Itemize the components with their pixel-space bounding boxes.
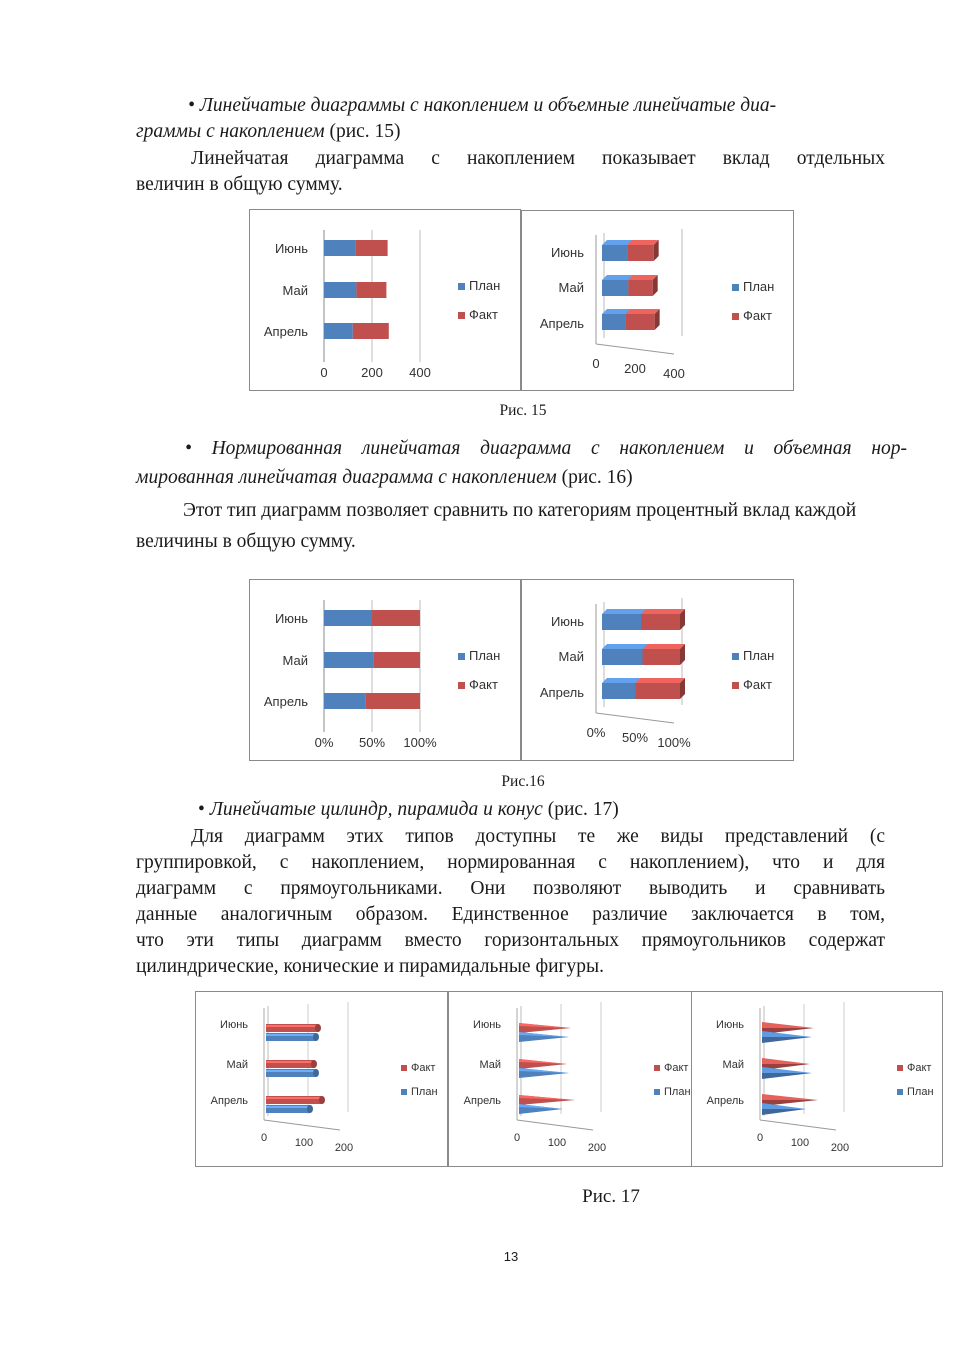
legend-label-plan: План: [743, 648, 775, 663]
chart-fig15-stacked-bar-3d: [521, 210, 794, 391]
bar-plan: [324, 610, 372, 626]
category-label: Май: [282, 653, 308, 668]
bar-fact: [355, 240, 387, 256]
bullet-fig15-line1: • Линейчатые диаграммы с накоплением и объемные линейчатые диа-: [188, 95, 777, 116]
bar-plan: [324, 652, 374, 668]
chart-fig16-normalized-bar-3d: [521, 579, 794, 761]
x-tick-label: 200: [830, 1142, 850, 1154]
bar-plan: [324, 693, 365, 709]
bar-fact: [356, 282, 386, 298]
legend-label-plan: План: [664, 1086, 691, 1098]
category-label: Май: [479, 1059, 501, 1071]
bar-plan-top: [602, 678, 641, 683]
bar-plan: [762, 1103, 806, 1109]
x-axis: [264, 1120, 340, 1130]
bar-plan: [602, 280, 628, 296]
bar-plan-cap: [313, 1033, 319, 1041]
bar-fact-cap: [319, 1096, 325, 1104]
category-label: Июнь: [550, 614, 584, 629]
bar-fact-highlight: [266, 1061, 314, 1063]
category-label: Июнь: [220, 1019, 248, 1031]
bar-plan-lower: [762, 1109, 806, 1115]
legend-label-plan: План: [411, 1086, 438, 1098]
category-label: Апрель: [706, 1095, 744, 1107]
page-number: 13: [503, 1249, 519, 1264]
bar-fact: [643, 649, 680, 665]
chart-fig16-normalized-bar: [249, 579, 521, 761]
legend-label-fact: Факт: [743, 308, 772, 323]
bar-fact: [627, 245, 653, 261]
bar-plan-highlight: [266, 1106, 310, 1108]
paragraph-fig15-line1: Линейчатая диаграмма с накоплением показывает вклад отдельных: [191, 148, 885, 169]
x-tick-label: 100%: [657, 735, 691, 750]
legend-label-plan: План: [743, 279, 775, 294]
x-tick-label: 200: [587, 1142, 607, 1154]
bar-fact-highlight: [266, 1025, 318, 1027]
category-label: Апрель: [539, 685, 584, 700]
bar-plan: [324, 282, 356, 298]
x-tick-label: 100: [547, 1137, 567, 1149]
x-axis: [517, 1120, 593, 1130]
x-tick-label: 0%: [314, 735, 334, 750]
legend-swatch-fact: [458, 682, 465, 689]
caption-fig15: Рис. 15: [499, 402, 547, 419]
x-tick-label: 0: [320, 365, 328, 380]
x-tick-label: 0: [592, 356, 600, 371]
bar-fact: [374, 652, 420, 668]
paragraph-fig17-line6: цилиндрические, конические и пирамидальные фигуры.: [136, 956, 604, 977]
category-label: Июнь: [473, 1019, 501, 1031]
legend-label-fact: Факт: [469, 307, 498, 322]
x-tick-label: 400: [663, 366, 685, 381]
legend-swatch-plan: [458, 653, 465, 660]
legend-label-plan: План: [469, 278, 501, 293]
bar-plan-top: [602, 240, 632, 245]
x-tick-label: 100: [294, 1137, 314, 1149]
bar-plan: [602, 683, 636, 699]
legend-swatch-plan: [458, 283, 465, 290]
legend-label-fact: Факт: [469, 677, 498, 692]
paragraph-fig17-line2: группировкой, с накоплением, нормированная с накоплением), что и для: [136, 852, 885, 873]
bar-fact-cap: [315, 1024, 321, 1032]
bar-plan-cap: [313, 1069, 319, 1077]
category-label: Апрель: [263, 694, 308, 709]
x-tick-label: 0: [513, 1132, 521, 1144]
chart-fig17-cone: [448, 991, 692, 1167]
category-label: Апрель: [210, 1095, 248, 1107]
bar-fact-top: [643, 644, 685, 649]
legend-label-plan: План: [907, 1086, 934, 1098]
x-tick-label: 50%: [621, 730, 649, 745]
legend-label-fact: Факт: [743, 677, 772, 692]
category-label: Апрель: [539, 316, 584, 331]
legend-swatch-plan: [654, 1089, 660, 1095]
bar-fact: [762, 1094, 818, 1100]
bar-fact: [628, 280, 652, 296]
x-tick-label: 200: [334, 1142, 354, 1154]
legend-swatch-plan: [897, 1089, 903, 1095]
category-label: Июнь: [716, 1019, 744, 1031]
bar-plan-highlight: [266, 1070, 316, 1072]
x-axis: [596, 713, 674, 723]
x-tick-label: 100%: [403, 735, 437, 750]
chart-fig17-cylinder: [195, 991, 448, 1167]
paragraph-fig17-line1: Для диаграмм этих типов доступны те же виды представлений (с: [191, 826, 885, 847]
bullet-fig17: • Линейчатые цилиндр, пирамида и конус (рис. 17): [198, 799, 619, 820]
bar-plan: [602, 649, 643, 665]
category-label: Апрель: [463, 1095, 501, 1107]
chart-fig17-pyramid: [691, 991, 943, 1167]
bar-fact-highlight: [266, 1097, 322, 1099]
category-label: Май: [282, 283, 308, 298]
x-tick-label: 200: [624, 361, 646, 376]
bullet-fig15-line2: граммы с накоплением (рис. 15): [136, 121, 401, 142]
bar-fact: [353, 323, 389, 339]
bar-plan: [602, 314, 625, 330]
x-tick-label: 400: [409, 365, 431, 380]
paragraph-fig17-line4: данные аналогичным образом. Единственное различие заключается в том,: [136, 904, 885, 925]
bar-fact-top: [625, 309, 659, 314]
legend-swatch-fact: [654, 1065, 660, 1071]
bar-plan: [324, 323, 353, 339]
bar-fact: [372, 610, 420, 626]
x-axis: [760, 1120, 836, 1130]
caption-fig16: Рис.16: [501, 773, 545, 790]
bar-plan: [324, 240, 355, 256]
bar-fact-top: [628, 275, 657, 280]
bar-plan-top: [602, 644, 648, 649]
category-label: Май: [558, 649, 584, 664]
bar-fact: [762, 1058, 810, 1064]
legend-swatch-fact: [458, 312, 465, 319]
legend-swatch-fact: [732, 313, 739, 320]
x-axis: [596, 344, 674, 354]
bar-fact-cap: [311, 1060, 317, 1068]
bar-plan-top: [602, 609, 646, 614]
legend-swatch-fact: [897, 1065, 903, 1071]
bar-fact: [762, 1022, 814, 1028]
legend-swatch-fact: [401, 1065, 407, 1071]
category-label: Июнь: [274, 611, 308, 626]
category-label: Май: [226, 1059, 248, 1071]
legend-swatch-plan: [732, 284, 739, 291]
paragraph-fig17-line5: что эти типы диаграмм вместо горизонтальных прямоугольников содержат: [136, 930, 885, 951]
bar-fact-top: [627, 240, 658, 245]
bar-plan-highlight: [266, 1034, 316, 1036]
bar-fact: [641, 614, 680, 630]
bar-plan: [602, 245, 627, 261]
legend-swatch-plan: [732, 653, 739, 660]
bar-plan: [602, 614, 641, 630]
bar-plan-top: [602, 275, 633, 280]
category-label: Май: [558, 280, 584, 295]
bar-plan-top: [602, 309, 630, 314]
x-tick-label: 0: [756, 1132, 764, 1144]
chart-fig15-stacked-bar: [249, 209, 521, 391]
bullet-fig16-line2: мированная линейчатая диаграмма с накоплением (рис. 16): [136, 467, 633, 488]
legend-label-fact: Факт: [664, 1062, 689, 1074]
x-tick-label: 100: [790, 1137, 810, 1149]
bullet-fig16-line1: • Нормированная линейчатая диаграмма с накоплением и объемная нор-: [185, 438, 907, 459]
legend-label-fact: Факт: [907, 1062, 932, 1074]
paragraph-fig16-line2: величины в общую сумму.: [136, 531, 356, 552]
paragraph-fig16-line1: Этот тип диаграмм позволяет сравнить по категориям процентный вклад каждой: [183, 500, 857, 521]
x-tick-label: 200: [361, 365, 383, 380]
paragraph-fig17-line3: диаграмм с прямоугольниками. Они позволяют выводить и сравнивать: [136, 878, 885, 899]
x-tick-label: 50%: [358, 735, 386, 750]
bar-plan-cap: [307, 1105, 313, 1113]
x-tick-label: 0: [260, 1132, 268, 1144]
bar-fact: [365, 693, 420, 709]
legend-swatch-plan: [401, 1089, 407, 1095]
caption-fig17: Рис. 17: [582, 1186, 640, 1207]
category-label: Май: [722, 1059, 744, 1071]
bar-fact: [625, 314, 654, 330]
legend-swatch-fact: [732, 682, 739, 689]
category-label: Июнь: [274, 241, 308, 256]
legend-label-plan: План: [469, 648, 501, 663]
legend-label-fact: Факт: [411, 1062, 436, 1074]
category-label: Апрель: [263, 324, 308, 339]
bar-fact-top: [641, 609, 685, 614]
bar-fact-top: [636, 678, 685, 683]
paragraph-fig15-line2: величин в общую сумму.: [136, 174, 343, 195]
x-tick-label: 0%: [586, 725, 606, 740]
bar-fact: [636, 683, 680, 699]
category-label: Июнь: [550, 245, 584, 260]
